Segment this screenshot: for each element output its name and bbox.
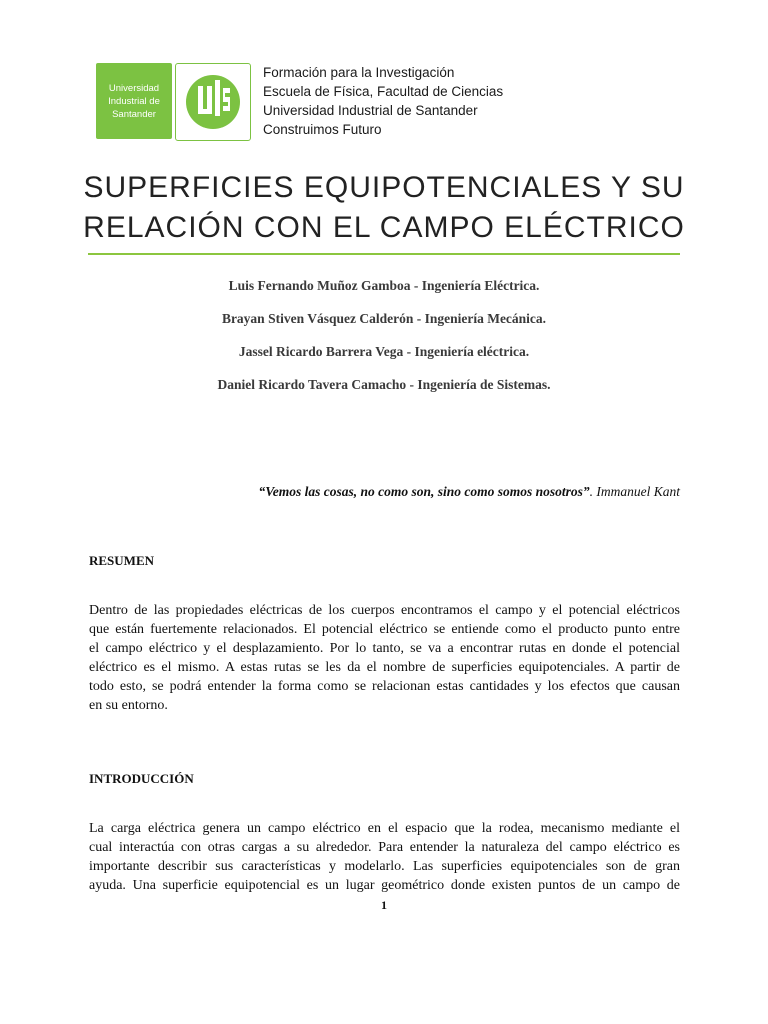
author-list: [0, 276, 768, 408]
epigraph-attribution: . Immanuel Kant: [589, 484, 680, 499]
institution-info: [263, 63, 503, 139]
paragraph-line: ayuda. Una superficie equipotencial es un lugar geométrico donde existen puntos de un campo de: [89, 878, 680, 893]
author-line: Daniel Ricardo Tavera Camacho - Ingeniería de Sistemas.: [217, 377, 551, 392]
section-heading-introduccion: INTRODUCCIÓN: [89, 771, 194, 786]
logo-text-line: Universidad: [108, 82, 160, 94]
epigraph-quote: “Vemos las cosas, no como son, sino como somos nosotros”: [258, 484, 590, 499]
paragraph-line: en su entorno.: [89, 698, 168, 713]
paragraph-line: Dentro de las propiedades eléctricas de los cuerpos encontramos el campo y el potencial eléctricos: [89, 603, 680, 618]
paragraph-line: cual interactúa con otras cargas a su alrededor. Para entender la naturaleza del campo eléctrico es: [89, 840, 680, 855]
author-line: Luis Fernando Muñoz Gamboa - Ingeniería Eléctrica.: [228, 278, 540, 293]
resumen-paragraph: [89, 601, 680, 715]
document-title: [0, 168, 768, 248]
author-line: Brayan Stiven Vásquez Calderón - Ingeniería Mecánica.: [221, 311, 547, 326]
university-logo: [96, 63, 172, 139]
title-divider: [88, 253, 680, 255]
title-line-2: RELACIÓN CON EL CAMPO ELÉCTRICO: [83, 211, 685, 244]
author-line: Jassel Ricardo Barrera Vega - Ingeniería eléctrica.: [238, 344, 530, 359]
institution-line: Construimos Futuro: [263, 122, 382, 137]
paragraph-line: importante describir sus características y modelarlo. Las superficies equipotenciales son de gran: [89, 859, 680, 874]
uis-emblem-icon: [175, 63, 251, 141]
introduccion-paragraph: [89, 819, 680, 895]
logo-text-line: Santander: [112, 108, 156, 120]
paragraph-line: todo esto, se podrá entender la forma como se relacionan estas cantidades y los efectos que causan: [89, 679, 680, 694]
title-line-1: SUPERFICIES EQUIPOTENCIALES Y SU: [83, 171, 685, 204]
paragraph-line: que están fuertemente relacionados. El potencial eléctrico se entiende como el producto punto entre: [89, 622, 680, 637]
page-number: 1: [381, 898, 387, 912]
logo-text-line: Industrial de: [108, 95, 160, 107]
institution-line: Escuela de Física, Facultad de Ciencias: [263, 84, 504, 99]
paragraph-line: el campo eléctrico y el desplazamiento. Por lo tanto, se va a encontrar rutas en donde el potencial: [89, 641, 680, 656]
epigraph: [258, 484, 680, 500]
institution-line: Formación para la Investigación: [263, 65, 455, 80]
institution-line: Universidad Industrial de Santander: [263, 103, 478, 118]
paragraph-line: eléctrico es el mismo. A estas rutas se les da el nombre de superficies equipotenciales. A partir de: [89, 660, 680, 675]
section-heading-resumen: RESUMEN: [89, 553, 155, 568]
paragraph-line: La carga eléctrica genera un campo eléctrico en el espacio que la rodea, mecanismo mediante el: [89, 821, 680, 836]
